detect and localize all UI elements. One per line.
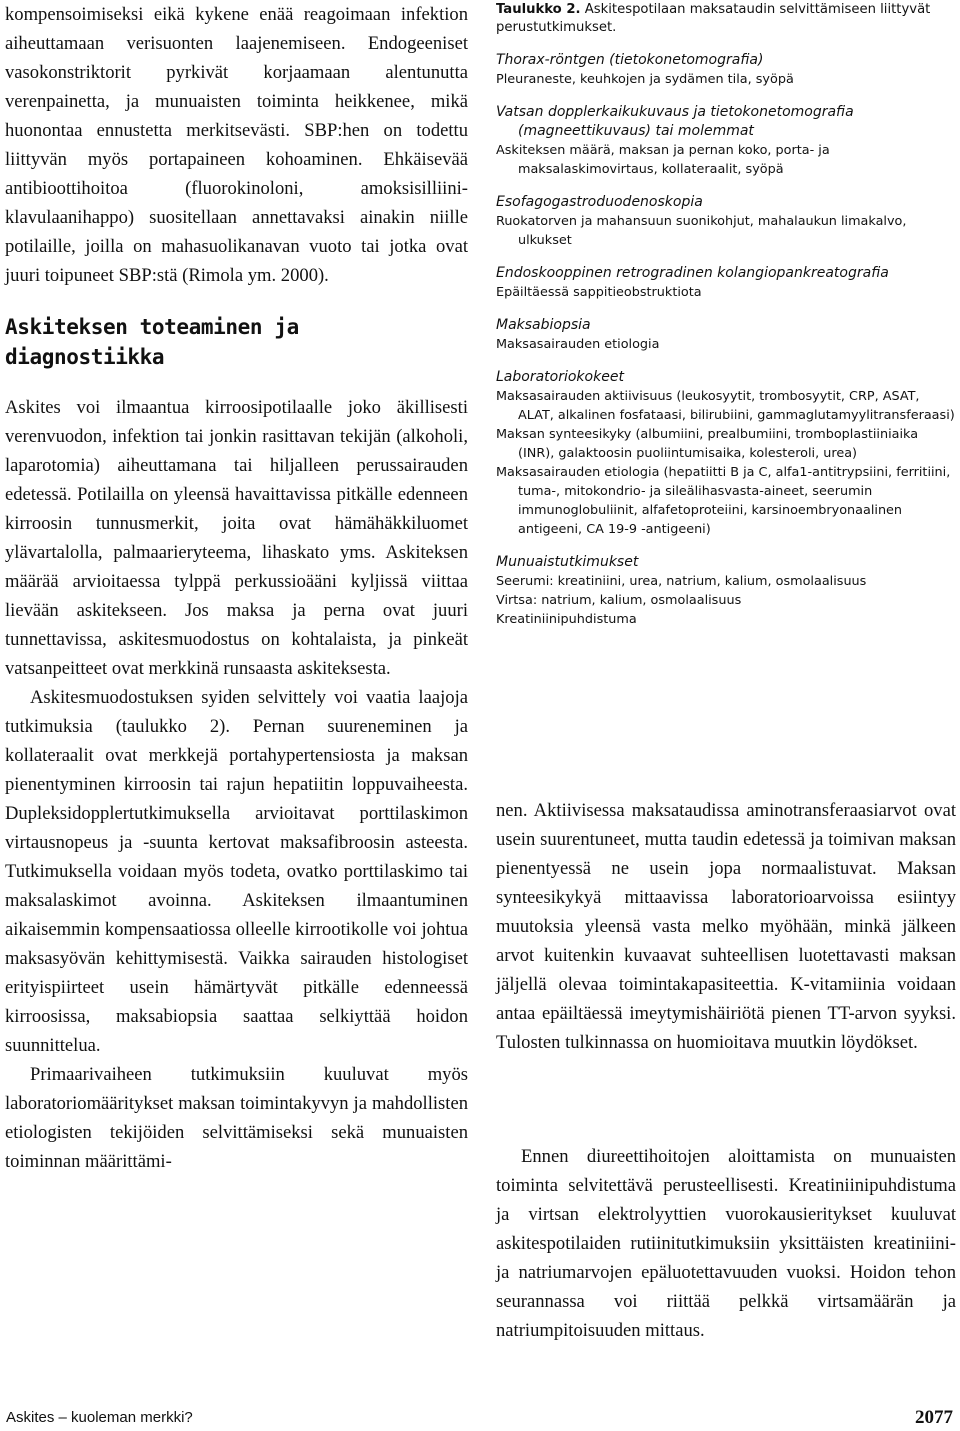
table-section-heading: Esofagogastroduodenoskopia [496,194,703,210]
right-column [496,0,956,1341]
paragraph: Askitesmuodostuksen syiden selvittely voi vaatia laajoja tutkimuksia (taulukko 2). Pernan suureneminen ja kollateraalit ovat merkkejä portahypertensiosta ja maksan pienentyminen kirroosin tai rajun hepatiitin loppuvaiheesta. Dupleksidopplertutkimuksella arvioitavat porttilaskimon virtausnopeus ja -suunta kertovat maksafibroosin asteesta. Tutkimuksella voidaan myös todeta, ovatko porttilaskimo tai maksalaskimot avoinna. Askiteksen ilmaantuminen aikaisemmin kompensaatiossa olleelle kirrootikolle voi johtua maksasyövän kehittymisestä. Vaikka sairauden histologiset erityispiirteet usein hämärtyvät pitkälle edenneessä kirroosissa, maksabiopsia saattaa selkiyttää hoidon suunnittelua. [5,687,468,1056]
table-section [496,316,956,354]
table-line: Askiteksen määrä, maksan ja pernan koko, porta- ja maksalaskimovirtaus, kollateraalit, syöpä [496,143,830,177]
table-caption-text: Askitespotilaan maksataudin selvittämiseen liittyvät perustutkimukset. [496,2,931,35]
table-section-heading: Munuaistutkimukset [496,554,639,570]
table-section-heading: Vatsan dopplerkaikukuvaus ja tietokonetomografia (magneettikuvaus) tai molemmat [496,104,854,139]
paragraph: Primaarivaiheen tutkimuksiin kuuluvat myös laboratoriomääritykset maksan toimintakyvyn ja mahdollisten etiologisten tekijöiden selvittämiseksi sekä munuaisten toiminnan määrittämi- [5,1064,468,1172]
table-section-heading: Maksabiopsia [496,317,591,333]
table-section-heading: Thorax-röntgen (tietokonetomografia) [496,52,764,68]
table-section-heading: Endoskooppinen retrogradinen kolangiopankreatografia [496,265,889,281]
table-line: Maksan synteesikyky (albumiini, prealbumiini, tromboplastiiniaika (INR), galaktoosin puoliintumisaika, kolesteroli, urea) [496,427,919,461]
table-line: Pleuraneste, keuhkojen ja sydämen tila, syöpä [496,72,794,87]
page-footer [0,1407,960,1431]
table-line: Epäiltäessä sappitieobstruktiota [496,285,702,300]
table-line: Maksasairauden etiologia [496,337,660,352]
table-line: Kreatiniinipuhdistuma [496,612,637,627]
table-section [496,103,956,179]
table-caption [496,1,956,37]
table-2 [496,1,956,629]
table-label: Taulukko 2. [496,2,581,17]
paragraph: Askites voi ilmaantua kirroosipotilaalle joko äkillisesti verenvuodon, infektion tai jonkin rasittavan tekijän (alkoholi, laparotomia) aiheuttamana tai hiljalleen perussairauden edetessä. Potilailla on yleensä havaittavissa pitkälle edenneen kirroosin tunnusmerkit, joita ovat hämähäkkiluomet ylävartalolla, palmaarieryteema, lihaskato yms. Askiteksen määrää arvioitaessa tylppä perkussioääni kyljissä viittaa lievään askitekseen. Jos maksa ja perna ovat juuri tunnettavissa, askitesmuodostus on kohtalaista, ja pinkeät vatsanpeitteet ovat merkkinä runsaasta askiteksesta. [5,397,468,679]
section-heading: Askiteksen toteaminen ja diagnostiikka [5,315,299,369]
page-number: 2077 [915,1407,953,1428]
table-line: Maksasairauden aktiivisuus (leukosyytit, trombosyytit, CRP, ASAT, ALAT, alkalinen fosfataasi, bilirubiini, gammaglutamyylitransferaasi) [496,389,955,423]
table-line: Ruokatorven ja mahansuun suonikohjut, mahalaukun limakalvo, ulkukset [496,214,907,248]
table-line: Maksasairauden etiologia (hepatiitti B ja C, alfa1-antitrypsiini, ferritiini, tuma-, mitokondrio- ja sileälihasvasta-aineet, seerumin immunoglobuliinit, alfafetoproteiini, karsinoembryonaalinen antigeeni, CA 19-9 -antigeeni) [496,465,951,537]
table-section [496,51,956,89]
table-section [496,368,956,539]
table-section [496,553,956,629]
table-line: Seerumi: kreatiniini, urea, natrium, kalium, osmolaalisuus [496,574,867,589]
table-section [496,193,956,250]
left-column [5,0,468,1176]
table-section-heading: Laboratoriokokeet [496,369,624,385]
table-line: Virtsa: natrium, kalium, osmolaalisuus [496,593,742,608]
table-section [496,264,956,302]
running-title: Askites – kuoleman merkki? [6,1409,193,1426]
paragraph-continued: nen. Aktiivisessa maksataudissa aminotransferaasiarvot ovat usein suurentuneet, mutta taudin edetessä ja toimivan maksan pienentyessä ne usein jopa normaalistuvat. Maksan synteesikykyä mittaavissa laboratorioarvoissa esiintyy muutoksia yleensä vasta melko myöhään, minkä jälkeen arvot kuitenkin kuvaavat suhteellisen luotettavasti maksan jäljellä olevaa toimintakapasiteettia. K-vitamiinia voidaan antaa epäiltäessä imeytymishäiriötä pienen TT-arvon syyksi. Tulosten tulkinnassa on huomioitava muutkin löydökset. [496,800,956,1053]
paragraph: Ennen diureettihoitojen aloittamista on munuaisten toiminta selvitettävä perusteellisesti. Kreatiniinipuhdistuma ja virtsan elektrolyyttien vuorokausieritykset kuuluvat askitespotilaiden rutiinitutkimuksiin yksittäisten kreatiniini- ja natriumarvojen epäluotettavuuden vuoksi. Hoidon tehon seurannassa voi riittää pelkkä virtsamäärän ja natriumpitoisuuden mittaus. [496,1146,956,1341]
paragraph-continued: kompensoimiseksi eikä kykene enää reagoimaan infektion aiheuttamaan verisuonten laajenemiseen. Endogeeniset vasokonstriktorit pyrkivät korjaamaan alentunutta verenpainetta, ja munuaisten toiminta heikkenee, mikä huonontaa ennustetta merkitsevästi. SBP:hen on todettu liittyvän myös portapaineen kohoaminen. Ehkäisevää antibioottihoitoa (fluorokinoloni, amoksisilliini-klavulaanihappo) suositellaan annettavaksi ainakin niille potilaille, joilla on mahasuolikanavan vuoto tai jotka ovat juuri toipuneet SBP:stä (Rimola ym. 2000). [5,4,468,286]
